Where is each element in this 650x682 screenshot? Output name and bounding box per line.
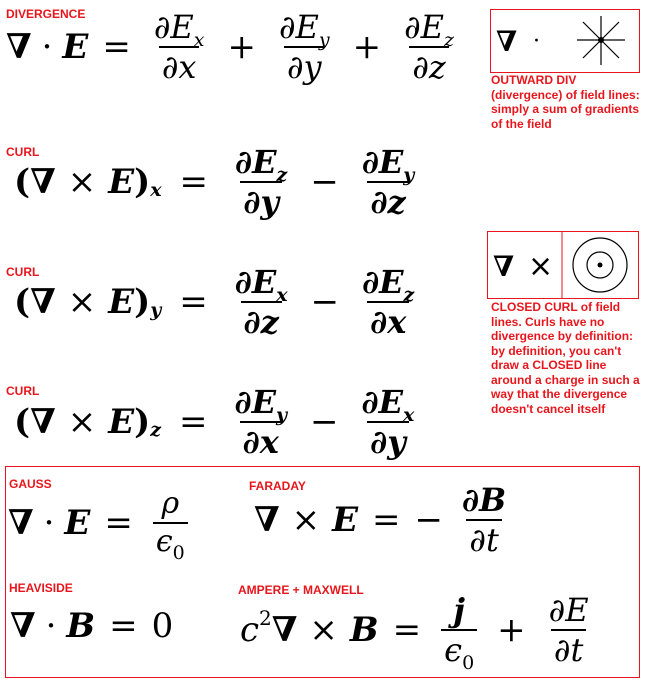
- note-divergence: OUTWARD DIV (divergence) of field lines: simply a sum of gradients of the field: [491, 73, 640, 131]
- equation-gauss: ∇ · E = $\frac{\rho}{\epsilon_0}$: [8, 488, 194, 558]
- equation-divergence: ∇ · E = $\frac{\partial E_x}{\partial x}$ + $\frac{\partial E_y}{\partial y}$ + $\frac{\partial E_z}{\partial z}$: [6, 8, 455, 86]
- equation-heaviside: ∇ · B = 0: [10, 606, 174, 646]
- svg-text:·: ·: [533, 29, 540, 54]
- label-faraday: FARADAY: [249, 479, 306, 493]
- label-curl-x: CURL: [6, 145, 40, 159]
- label-curl-z: CURL: [6, 384, 40, 398]
- label-gauss: GAUSS: [9, 477, 52, 491]
- svg-text:∇: ∇: [493, 250, 515, 283]
- equation-curl-z: (∇ × E ) z = $\frac{\partial E_y}{\partial x}$ − $\frac{\partial E_x}{\partial y}$: [14, 383, 415, 461]
- curl-illustration: [487, 231, 639, 299]
- equation-ampere-maxwell: c 2 ∇ × B = $\frac{j}{\epsilon_0}$ + $\frac{\partial E}{\partial t}$: [240, 591, 589, 674]
- svg-text:×: ×: [528, 249, 554, 284]
- label-divergence: DIVERGENCE: [6, 7, 86, 21]
- equation-curl-y: (∇ × E ) y = $\frac{\partial E_x}{\partial z}$ − $\frac{\partial E_z}{\partial x}$: [14, 263, 415, 341]
- closed-loop-field-icon: [488, 232, 638, 298]
- svg-text:∇: ∇: [496, 25, 518, 58]
- equation-faraday: ∇ × E = − $\frac{\partial B}{\partial t}$: [254, 481, 507, 559]
- outward-field-icon: [491, 10, 639, 72]
- equation-curl-x: (∇ × E ) x = $\frac{\partial E_z}{\partial y}$ − $\frac{\partial E_y}{\partial z}$: [14, 143, 415, 221]
- label-ampere-maxwell: AMPERE + MAXWELL: [238, 583, 364, 597]
- label-heaviside: HEAVISIDE: [9, 581, 73, 595]
- note-curl: CLOSED CURL of field lines. Curls have no divergence by definition: by definition, you can't draw a CLOSED line around a charge in such a way that the divergence doesn't cancel itself: [491, 300, 640, 416]
- label-curl-y: CURL: [6, 265, 40, 279]
- divergence-illustration: [490, 9, 640, 73]
